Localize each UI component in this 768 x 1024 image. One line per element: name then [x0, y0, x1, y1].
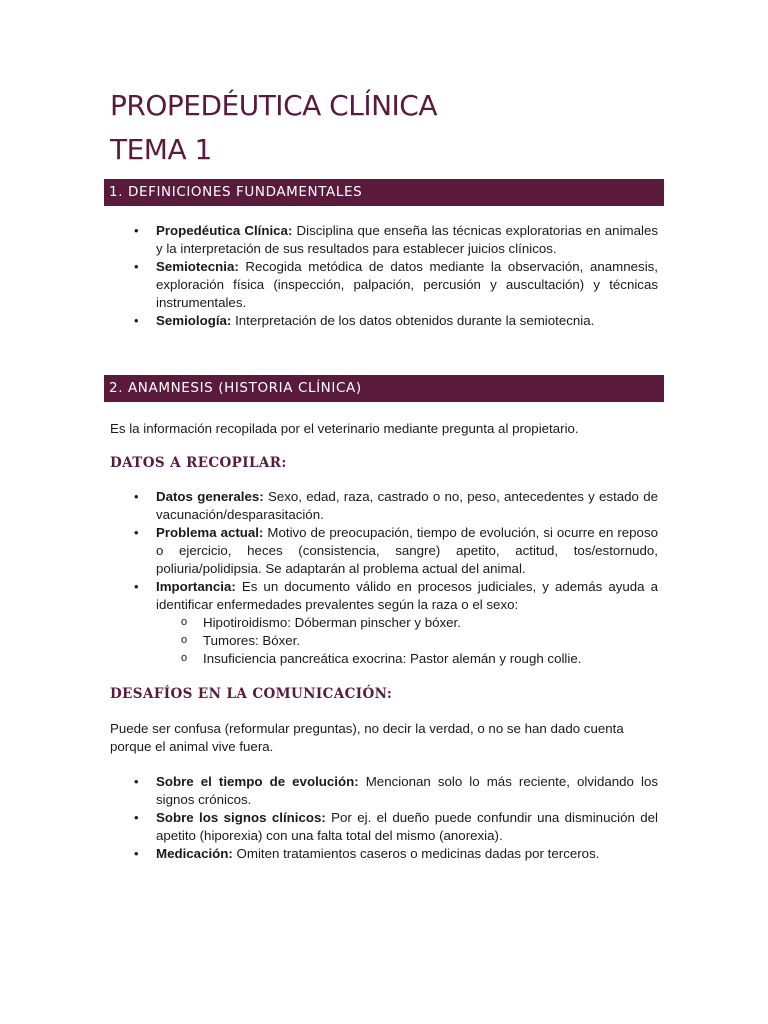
list-item-term: Medicación:	[156, 846, 233, 861]
subheading-desafios: DESAFÍOS EN LA COMUNICACIÓN:	[110, 686, 393, 702]
section-heading-anamnesis: 2. ANAMNESIS (HISTORIA CLÍNICA)	[104, 375, 664, 402]
list-item-text: Disciplina que enseña las técnicas exploratorias en animales y la interpretación de sus resultados para establecer juicios clínicos.	[156, 223, 658, 256]
document-subtitle: TEMA 1	[110, 133, 212, 166]
sublist-item: o Insuficiencia pancreática exocrina: Pastor alemán y rough collie.	[203, 650, 658, 668]
list-item	[156, 312, 658, 330]
list-item-text: Motivo de preocupación, tiempo de evolución, si ocurre en reposo o ejercicio, heces (consistencia, sangre) apetito, actitud, tos/estornudo, poliuria/polidipsia. Se adaptarán al problema actual del animal.	[156, 525, 658, 576]
desafios-list	[110, 773, 658, 863]
list-item	[156, 809, 658, 845]
sublist-item: o Hipotiroidismo: Dóberman pinscher y bóxer.	[203, 614, 658, 632]
list-item-text: Interpretación de los datos obtenidos durante la semiotecnia.	[231, 313, 595, 328]
sublist-item: o Tumores: Bóxer.	[203, 632, 658, 650]
list-item-text: Recogida metódica de datos mediante la observación, anamnesis, exploración física (inspección, palpación, percusión y auscultación) y técnicas instrumentales.	[156, 259, 658, 310]
list-item	[156, 524, 658, 578]
list-item-term: Semiotecnia:	[156, 259, 239, 274]
list-item	[156, 488, 658, 524]
document-title: PROPEDÉUTICA CLÍNICA	[110, 89, 437, 122]
list-item-text: Sexo, edad, raza, castrado o no, peso, antecedentes y estado de vacunación/desparasitación.	[156, 489, 658, 522]
list-item-text: Es un documento válido en procesos judiciales, y además ayuda a identificar enfermedades prevalentes según la raza o el sexo:	[156, 579, 658, 612]
datos-list	[110, 488, 658, 668]
importancia-sublist	[156, 614, 658, 668]
list-item	[156, 258, 658, 312]
list-item-term: Propedéutica Clínica:	[156, 223, 293, 238]
list-item-text: Mencionan solo lo más reciente, olvidando los signos crónicos.	[156, 774, 658, 807]
subheading-datos: DATOS A RECOPILAR:	[110, 455, 287, 471]
list-item	[156, 773, 658, 809]
list-item-text: Omiten tratamientos caseros o medicinas dadas por terceros.	[232, 846, 600, 861]
list-item-term: Semiología:	[156, 313, 232, 328]
definiciones-list	[110, 222, 658, 330]
list-item-term: Datos generales:	[156, 489, 264, 504]
list-item-term: Sobre el tiempo de evolución:	[156, 774, 359, 789]
list-item	[156, 845, 658, 863]
list-item-text: Por ej. el dueño puede confundir una disminución del apetito (hiporexia) con una falta total del mismo (anorexia).	[156, 810, 658, 843]
list-item	[156, 222, 658, 258]
list-item-term: Sobre los signos clínicos:	[156, 810, 326, 825]
list-item-term: Problema actual:	[156, 525, 264, 540]
list-item-term: Importancia:	[156, 579, 236, 594]
desafios-intro: Puede ser confusa (reformular preguntas), no decir la verdad, o no se han dado cuenta porque el animal vive fuera.	[110, 721, 624, 754]
section-heading-definiciones: 1. DEFINICIONES FUNDAMENTALES	[104, 179, 664, 206]
anamnesis-intro: Es la información recopilada por el veterinario mediante pregunta al propietario.	[110, 421, 579, 436]
list-item	[156, 578, 658, 668]
